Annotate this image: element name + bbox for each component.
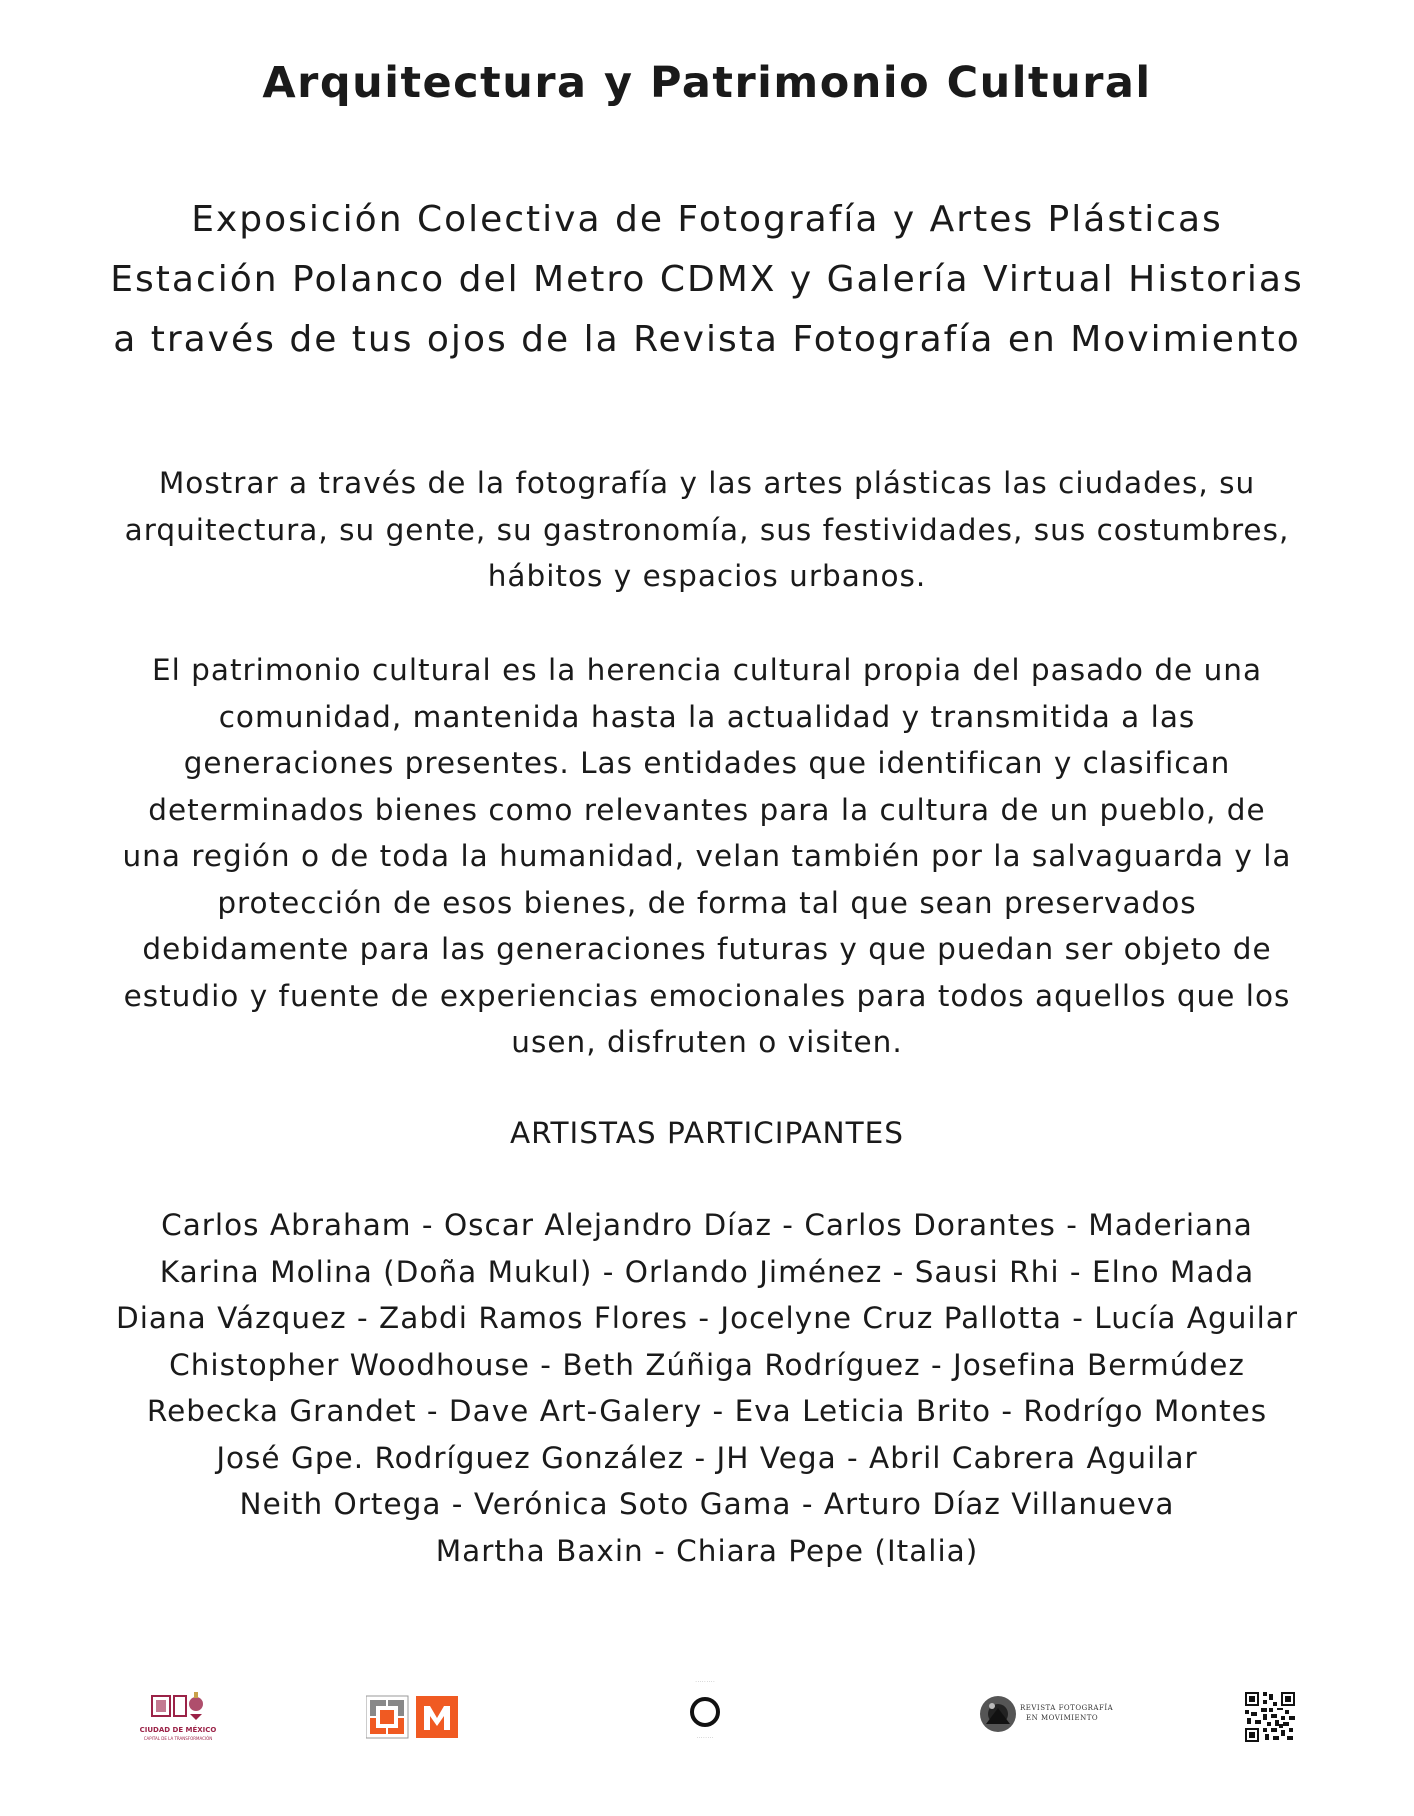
paragraph-line: usen, disfruten o visiten.: [511, 1025, 903, 1059]
paragraph-line: hábitos y espacios urbanos.: [487, 559, 927, 593]
gallery-logo-caption: · · · · · · · ·: [696, 1736, 714, 1740]
cdmx-logo: [138, 1690, 218, 1744]
subtitle-line: a través de tus ojos de la Revista Fotografía en Movimiento: [113, 319, 1301, 360]
paragraph-line: comunidad, mantenida hasta la actualidad y transmitida a las: [218, 699, 1196, 734]
artists-line: José Gpe. Rodríguez González - JH Vega - Abril Cabrera Aguilar: [216, 1440, 1198, 1475]
revista-logo-text: REVISTA FOTOGRAFÍA: [1020, 1704, 1114, 1712]
subtitle-line: Estación Polanco del Metro CDMX y Galería Virtual Historias: [110, 259, 1304, 300]
artists-line: Chistopher Woodhouse - Beth Zúñiga Rodríguez - Josefina Bermúdez: [169, 1347, 1245, 1382]
artists-line: Rebecka Grandet - Dave Art-Galery - Eva Leticia Brito - Rodrígo Montes: [146, 1394, 1268, 1428]
paragraph-line: debidamente para las generaciones futuras y que puedan ser objeto de: [142, 932, 1272, 966]
artists-heading-text: ARTISTAS PARTICIPANTES: [510, 1116, 904, 1150]
paragraph-line: protección de esos bienes, de forma tal que sean preservados: [217, 885, 1197, 920]
artists-line: Carlos Abraham - Oscar Alejandro Díaz - Carlos Dorantes - Maderiana: [161, 1208, 1253, 1242]
artists-line: Martha Baxin - Chiara Pepe (Italia): [435, 1533, 979, 1568]
subtitle-line: Exposición Colectiva de Fotografía y Artes Plásticas: [191, 199, 1223, 240]
gallery-ring-icon: [680, 1692, 730, 1732]
page-title: Arquitectura y Patrimonio Cultural: [262, 58, 1152, 108]
qr-code: [1245, 1692, 1295, 1742]
paragraph-line: estudio y fuente de experiencias emocionales para todos aquellos que los: [123, 978, 1291, 1013]
heritage-paragraph: [60, 647, 1354, 1066]
gallery-logo: [680, 1680, 730, 1746]
paragraph-line: generaciones presentes. Las entidades que identifican y clasifican: [183, 746, 1231, 780]
artists-list: [60, 1202, 1354, 1574]
artists-line: Diana Vázquez - Zabdi Ramos Flores - Jocelyne Cruz Pallotta - Lucía Aguilar: [116, 1301, 1298, 1335]
paragraph-line: una región o de toda la humanidad, velan también por la salvaguarda y la: [122, 839, 1292, 873]
metro-logo: [366, 1694, 462, 1740]
artists-heading: [60, 1110, 1354, 1157]
metro-icon: [366, 1694, 462, 1740]
sponsor-logos: [0, 1680, 1414, 1750]
paragraph-line: determinados bienes como relevantes para la cultura de un pueblo, de: [148, 792, 1266, 827]
cdmx-coat-of-arms-icon: [138, 1690, 218, 1724]
revista-logo: [978, 1694, 1114, 1736]
qr-code-icon: [1245, 1692, 1295, 1742]
exhibition-subtitle: [60, 190, 1354, 370]
paragraph-line: arquitectura, su gente, su gastronomía, sus festividades, sus costumbres,: [124, 512, 1290, 547]
paragraph-line: El patrimonio cultural es la herencia cultural propia del pasado de una: [151, 653, 1263, 687]
paragraph-line: Mostrar a través de la fotografía y las artes plásticas las ciudades, su: [158, 466, 1256, 500]
artists-line: Karina Molina (Doña Mukul) - Orlando Jiménez - Sausi Rhi - Elno Mada: [159, 1254, 1255, 1289]
intro-paragraph: [60, 460, 1354, 600]
revista-camera-icon: [978, 1694, 1018, 1734]
artists-line: Neith Ortega - Verónica Soto Gama - Arturo Díaz Villanueva: [239, 1487, 1175, 1521]
revista-logo-subtext: EN MOVIMIENTO: [1026, 1714, 1099, 1722]
cdmx-logo-text: CIUDAD DE MÉXICO: [139, 1726, 217, 1734]
cdmx-logo-subtext: CAPITAL DE LA TRANSFORMACIÓN: [143, 1736, 213, 1741]
gallery-logo-text: · · · · · · · · ·: [695, 1680, 715, 1684]
